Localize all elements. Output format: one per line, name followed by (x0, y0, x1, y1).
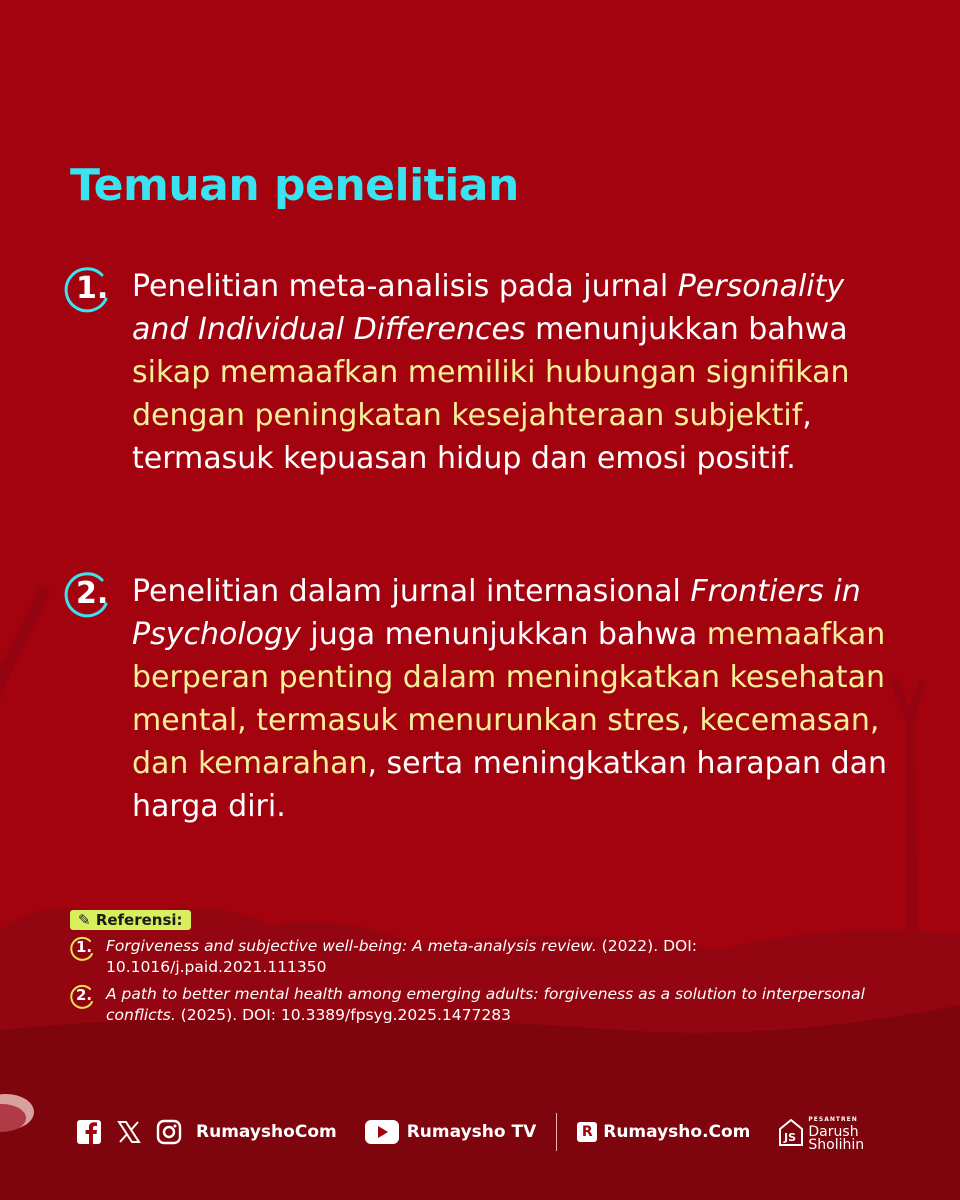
number-badge-2 (64, 570, 114, 620)
instagram-icon[interactable] (156, 1119, 182, 1145)
page-title: Temuan penelitian (70, 160, 519, 211)
website-link[interactable]: Rumaysho.Com (603, 1122, 751, 1142)
pencil-icon: ✎ (78, 911, 91, 929)
highlight-text: memaafkan berperan penting dalam meningkatkan kesehatan mental, termasuk menurunkan stres, kecemasan, dan kemarahan (132, 617, 886, 781)
number-badge-1 (64, 265, 114, 315)
youtube-channel[interactable]: Rumaysho TV (406, 1122, 537, 1142)
x-icon[interactable] (116, 1119, 142, 1145)
references-label (70, 910, 191, 930)
youtube-icon[interactable] (365, 1120, 399, 1144)
partner-small-label: PESANTREN (808, 1115, 858, 1123)
text-segment: , serta meningkatkan harapan dan harga diri. (132, 746, 888, 824)
finding-item-1 (64, 265, 904, 480)
reference-details: (2022). DOI: 10.1016/j.paid.2021.111350 (106, 937, 698, 976)
reference-number-badge (70, 936, 96, 962)
reference-number: 1. (76, 938, 93, 956)
text-segment: , termasuk kepuasan hidup dan emosi positif. (132, 398, 812, 476)
partner-line-1: Darush (808, 1123, 859, 1140)
reference-title: Forgiveness and subjective well-being: A meta-analysis review. (106, 937, 597, 955)
darush-sholihin-logo-icon (778, 1117, 804, 1147)
references-section (70, 910, 890, 1026)
references-label-text: Referensi: (95, 911, 183, 929)
partner-name (808, 1113, 864, 1152)
text-segment: juga menunjukkan bahwa (300, 617, 707, 652)
reference-number-badge (70, 984, 96, 1010)
finding-text-2 (132, 570, 904, 828)
facebook-icon[interactable] (76, 1119, 102, 1145)
reference-item-1 (70, 936, 890, 978)
reference-item-2 (70, 984, 890, 1026)
highlight-text: sikap memaafkan memiliki hubungan signifikan dengan peningkatan kesejahteraan subjektif (132, 355, 850, 433)
journal-name: Personality and Individual Differences (132, 269, 845, 347)
text-segment: Penelitian dalam jurnal internasional (132, 574, 691, 609)
reference-details: (2025). DOI: 10.3389/fpsyg.2025.1477283 (175, 1006, 511, 1024)
footer-divider (556, 1113, 557, 1151)
rumaysho-logo-icon: R (577, 1122, 597, 1142)
reference-title: A path to better mental health among emerging adults: forgiveness as a solution to interpersonal conflicts. (106, 985, 865, 1024)
number-label: 1. (76, 271, 109, 306)
journal-name: Frontiers in Psychology (132, 574, 861, 652)
partner-line-2: Sholihin (808, 1136, 865, 1153)
finding-item-2 (64, 570, 904, 828)
svg-text:JS: JS (784, 1131, 797, 1144)
reference-number: 2. (76, 986, 93, 1004)
finding-text-1 (132, 265, 904, 480)
number-label: 2. (76, 576, 109, 611)
text-segment: Penelitian meta-analisis pada jurnal (132, 269, 678, 304)
footer-bar (76, 1114, 896, 1153)
text-segment: menunjukkan bahwa (525, 312, 848, 347)
social-handle[interactable]: RumayshoCom (196, 1122, 337, 1142)
